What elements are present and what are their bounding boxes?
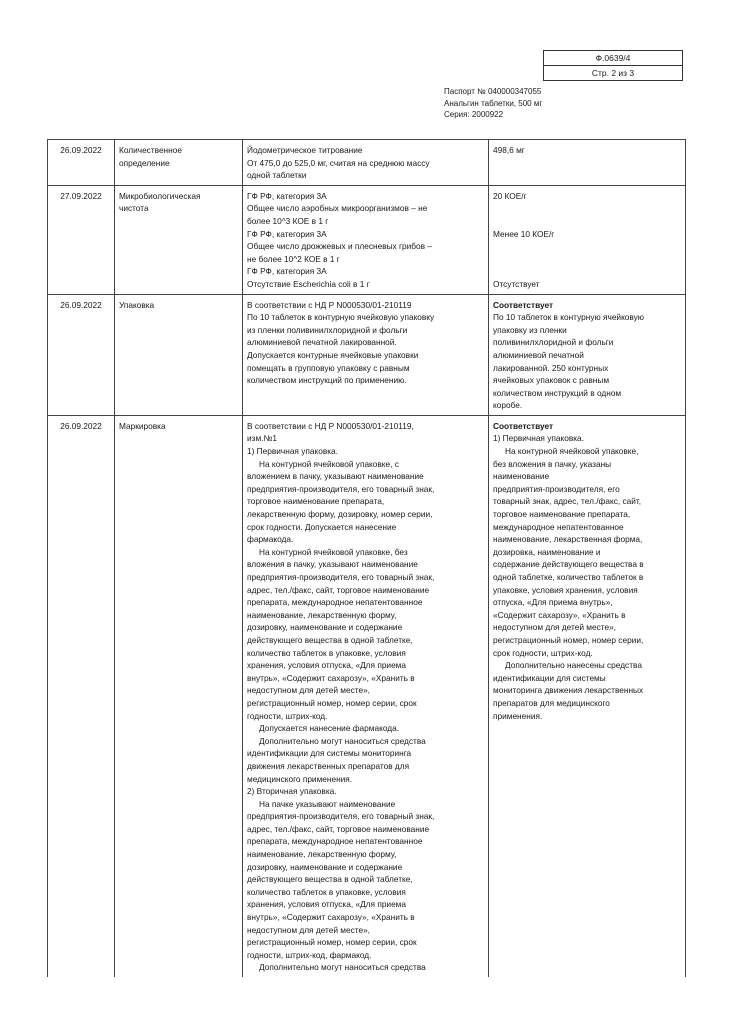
requirement-text: 2) Вторичная упаковка. [247, 786, 337, 797]
result-line [493, 387, 681, 400]
requirement-text: недоступном для детей месте», [247, 924, 370, 935]
requirement-line [247, 228, 484, 241]
result-line [493, 311, 681, 324]
result-text: ячейковых упаковок с равным [493, 375, 610, 386]
requirement-cell [243, 140, 489, 186]
requirement-line [247, 202, 484, 215]
result-line [493, 621, 681, 634]
result-line [493, 684, 681, 697]
result-line [493, 202, 681, 215]
date-cell [48, 415, 115, 977]
requirement-text: срок годности. Допускается нанесение [247, 521, 397, 532]
requirement-text: количество таблеток в упаковке, условия [247, 647, 406, 658]
indicator-cell [115, 185, 243, 294]
requirement-line [247, 735, 484, 748]
requirement-line [247, 672, 484, 685]
result-line [493, 609, 681, 622]
date-text: 26.09.2022 [60, 420, 102, 431]
requirement-line [247, 253, 484, 266]
requirement-text: медицинского применения. [247, 773, 353, 784]
result-line [493, 458, 681, 471]
result-line [493, 697, 681, 710]
result-text: торговое наименование препарата, [493, 509, 631, 520]
requirement-text: внутрь», «Содержит сахарозу», «Хранить в [247, 672, 415, 683]
result-line [493, 324, 681, 337]
requirement-text: изм.№1 [247, 433, 277, 444]
requirement-text: вложения в пачку, указывают наименование [247, 559, 418, 570]
requirement-text: вложением в пачку, указывают наименование [247, 471, 424, 482]
requirement-text: ГФ РФ, категория 3А [247, 266, 327, 277]
requirement-text: помещать в групповую упаковку с равным [247, 362, 410, 373]
requirement-line [247, 924, 484, 937]
requirement-line [247, 299, 484, 312]
requirement-text: наименование, лекарственную форму, [247, 849, 397, 860]
requirement-text: Общее число дрожжевых и плесневых грибов – [247, 241, 432, 252]
requirement-text: Йодометрическое титрование [247, 145, 363, 155]
requirement-line [247, 349, 484, 362]
result-text: 20 КОЕ/г [493, 190, 527, 201]
date-text: 27.09.2022 [60, 190, 102, 201]
requirement-text: препарата, международное непатентованное [247, 597, 423, 608]
requirement-text: идентификации для системы мониторинга [247, 748, 412, 759]
result-text: 1) Первичная упаковка. [493, 433, 584, 444]
requirement-line [247, 362, 484, 375]
requirement-text: В соответствии с НД Р N000530/01-210119, [247, 420, 414, 431]
indicator-text: чистота [119, 203, 149, 214]
result-text: международное непатентованное [493, 521, 624, 532]
series-number: Серия: 2000922 [444, 110, 504, 119]
indicator-line [119, 144, 238, 157]
result-text: Соответствует [493, 420, 554, 431]
requirement-text: годности, штрих-код, фармакод. [247, 949, 372, 960]
result-text: «Содержит сахарозу», «Хранить в [493, 609, 626, 620]
requirement-line [247, 961, 484, 974]
result-line [493, 432, 681, 445]
results-table [47, 139, 686, 977]
result-text: мониторинга движения лекарственных [493, 685, 644, 696]
requirement-text: предприятия-производителя, его товарный знак, [247, 811, 435, 822]
requirement-line [247, 898, 484, 911]
requirement-text: более 10^3 КОЕ в 1 г [247, 215, 329, 226]
result-line [493, 596, 681, 609]
requirement-text: Дополнительно могут наноситься средства [259, 735, 426, 746]
requirement-line [247, 265, 484, 278]
requirement-line [247, 647, 484, 660]
requirement-line [247, 659, 484, 672]
result-text: По 10 таблеток в контурную ячейковую [493, 312, 645, 323]
requirement-line [247, 311, 484, 324]
result-line [493, 495, 681, 508]
requirement-line [247, 215, 484, 228]
table-row [48, 294, 686, 415]
requirement-line [247, 190, 484, 203]
requirement-text: препарата, международное непатентованное [247, 836, 423, 847]
requirement-line [247, 823, 484, 836]
requirement-text: регистрационный номер, номер серии, срок [247, 937, 417, 948]
result-line [493, 215, 681, 228]
requirement-line [247, 785, 484, 798]
requirement-line [247, 596, 484, 609]
requirement-line [247, 634, 484, 647]
requirement-line [247, 886, 484, 899]
table-row [48, 185, 686, 294]
result-text: наименование, лекарственная форма, [493, 534, 643, 545]
indicator-text: Микробиологическая [119, 190, 201, 201]
result-line [493, 508, 681, 521]
result-line [493, 521, 681, 534]
requirement-line [247, 470, 484, 483]
requirement-line [247, 336, 484, 349]
requirement-cell [243, 415, 489, 977]
result-text: упаковке, условия хранения, условия [493, 584, 638, 595]
indicator-text: определение [119, 157, 170, 168]
requirement-line [247, 278, 484, 291]
requirement-text: Дополнительно могут наноситься средства [259, 962, 426, 973]
form-code: Ф.0639/4 [595, 53, 631, 63]
requirement-line [247, 420, 484, 433]
result-line [493, 647, 681, 660]
requirement-line [247, 558, 484, 571]
requirement-line [247, 848, 484, 861]
result-text: Менее 10 КОЕ/г [493, 228, 555, 239]
requirement-line [247, 873, 484, 886]
requirement-line [247, 722, 484, 735]
result-text: без вложения в пачку, указаны [493, 458, 612, 469]
requirement-text: действующего вещества в одной таблетке, [247, 634, 413, 645]
date-cell [48, 140, 115, 186]
requirement-line [247, 495, 484, 508]
requirement-text: По 10 таблеток в контурную ячейковую упаковку [247, 312, 435, 323]
indicator-line [119, 157, 238, 170]
requirement-text: движения лекарственных препаратов для [247, 760, 410, 771]
requirement-line [247, 621, 484, 634]
requirement-text: не более 10^2 КОЕ в 1 г [247, 253, 340, 264]
result-text: Отсутствует [493, 278, 540, 289]
requirement-text: количеством инструкций по применению. [247, 375, 407, 386]
result-line [493, 265, 681, 278]
result-text: 498,6 мг [493, 145, 525, 155]
result-line [493, 546, 681, 559]
result-line [493, 399, 681, 412]
result-text: упаковку из пленки [493, 324, 567, 335]
requirement-line [247, 773, 484, 786]
passport-number: Паспорт № 040000347055 [444, 87, 542, 96]
result-text: алюминиевой печатной [493, 349, 584, 360]
result-cell [489, 415, 686, 977]
requirement-text: дозировку, наименование и содержание [247, 622, 403, 633]
result-line [493, 533, 681, 546]
result-line [493, 362, 681, 375]
indicator-line [119, 420, 238, 433]
indicator-text: Количественное [119, 145, 182, 155]
requirement-line [247, 521, 484, 534]
requirement-line [247, 546, 484, 559]
result-line [493, 584, 681, 597]
requirement-line [247, 533, 484, 546]
requirement-text: ГФ РФ, категория 3А [247, 228, 327, 239]
table-row [48, 140, 686, 186]
requirement-text: лекарственную форму, дозировку, номер серии, [247, 509, 433, 520]
requirement-text: ГФ РФ, категория 3А [247, 190, 327, 201]
requirement-text: В соответствии с НД Р N000530/01-210119 [247, 299, 412, 310]
result-text: содержание действующего вещества в [493, 559, 644, 570]
result-text: отпуска, «Для приема внутрь», [493, 597, 613, 608]
result-text: идентификации для системы [493, 672, 606, 683]
requirement-text: внутрь», «Содержит сахарозу», «Хранить в [247, 912, 415, 923]
indicator-cell [115, 140, 243, 186]
result-text: недоступном для детей месте», [493, 622, 616, 633]
requirement-line [247, 432, 484, 445]
result-cell [489, 140, 686, 186]
product-name: Анальгин таблетки, 500 мг [444, 98, 543, 108]
indicator-text: Упаковка [119, 299, 155, 310]
requirement-line [247, 324, 484, 337]
requirement-line [247, 584, 484, 597]
result-text: Дополнительно нанесены средства [505, 660, 642, 671]
result-line [493, 349, 681, 362]
requirement-line [247, 936, 484, 949]
requirement-line [247, 240, 484, 253]
requirement-text: фармакода. [247, 534, 294, 545]
requirement-line [247, 810, 484, 823]
requirement-text: регистрационный номер, номер серии, срок [247, 697, 417, 708]
requirement-text: Допускается нанесение фармакода. [259, 723, 400, 734]
result-text: лакированной. 250 контурных [493, 362, 609, 373]
result-line [493, 228, 681, 241]
result-cell [489, 294, 686, 415]
result-cell [489, 185, 686, 294]
requirement-line [247, 697, 484, 710]
result-line [493, 144, 681, 157]
requirement-line [247, 911, 484, 924]
requirement-line [247, 458, 484, 471]
requirement-line [247, 760, 484, 773]
result-line [493, 299, 681, 312]
result-line [493, 190, 681, 203]
result-line [493, 659, 681, 672]
requirement-line [247, 374, 484, 387]
requirement-line [247, 483, 484, 496]
result-text: дозировка, наименование и [493, 546, 601, 557]
date-cell [48, 185, 115, 294]
requirement-line [247, 949, 484, 962]
requirement-line [247, 571, 484, 584]
result-line [493, 420, 681, 433]
requirement-text: Общее число аэробных микроорганизмов – не [247, 203, 428, 214]
result-text: На контурной ячейковой упаковке, [505, 446, 639, 457]
requirement-line [247, 861, 484, 874]
passport-header [444, 86, 542, 121]
result-line [493, 278, 681, 291]
requirement-text: На пачке указывают наименование [259, 798, 396, 809]
form-code-box [543, 50, 683, 81]
result-line [493, 336, 681, 349]
result-text: регистрационный номер, номер серии, [493, 634, 644, 645]
requirement-line [247, 798, 484, 811]
requirement-text: хранения, условия отпуска, «Для приема [247, 660, 406, 671]
indicator-text: Маркировка [119, 420, 166, 431]
requirement-text: алюминиевой печатной лакированной. [247, 337, 397, 348]
requirement-text: Отсутствие Escherichia coli в 1 г [247, 278, 370, 289]
requirement-text: из пленки поливинилхлоридной и фольги [247, 324, 408, 335]
requirement-line [247, 508, 484, 521]
requirement-text: наименование, лекарственную форму, [247, 609, 397, 620]
requirement-cell [243, 294, 489, 415]
requirement-line [247, 157, 484, 170]
requirement-text: недоступном для детей месте», [247, 685, 370, 696]
result-line [493, 470, 681, 483]
indicator-line [119, 190, 238, 203]
requirement-text: На контурной ячейковой упаковке, без [259, 546, 408, 557]
requirement-line [247, 445, 484, 458]
result-line [493, 240, 681, 253]
requirement-text: количество таблеток в упаковке, условия [247, 886, 406, 897]
result-text: коробе. [493, 400, 523, 411]
requirement-line [247, 144, 484, 157]
requirement-cell [243, 185, 489, 294]
result-line [493, 374, 681, 387]
requirement-text: адрес, тел./факс, сайт, торговое наименование [247, 584, 430, 595]
result-text: наименование [493, 471, 550, 482]
result-text: Соответствует [493, 299, 554, 310]
indicator-line [119, 202, 238, 215]
result-text: применения. [493, 710, 543, 721]
table-row [48, 415, 686, 977]
requirement-line [247, 684, 484, 697]
result-line [493, 571, 681, 584]
requirement-text: На контурной ячейковой упаковке, с [259, 458, 399, 469]
date-text: 26.09.2022 [60, 299, 102, 310]
requirement-text: предприятия-производителя, его товарный знак, [247, 483, 435, 494]
page-number: Стр. 2 из 3 [544, 65, 682, 80]
result-line [493, 672, 681, 685]
requirement-text: одной таблетки [247, 170, 307, 181]
result-text: препаратов для медицинского [493, 697, 610, 708]
indicator-cell [115, 294, 243, 415]
result-text: поливинилхлоридной и фольги [493, 337, 614, 348]
requirement-text: годности, штрих-код. [247, 710, 328, 721]
requirement-text: предприятия-производителя, его товарный знак, [247, 572, 435, 582]
result-line [493, 483, 681, 496]
result-line [493, 253, 681, 266]
result-line [493, 445, 681, 458]
requirement-line [247, 747, 484, 760]
requirement-text: хранения, условия отпуска, «Для приема [247, 899, 406, 910]
requirement-line [247, 835, 484, 848]
requirement-text: дозировку, наименование и содержание [247, 861, 403, 872]
requirement-text: 1) Первичная упаковка. [247, 446, 338, 457]
requirement-line [247, 609, 484, 622]
date-text: 26.09.2022 [60, 145, 102, 155]
indicator-cell [115, 415, 243, 977]
requirement-text: От 475,0 до 525,0 мг, считая на среднюю массу [247, 157, 430, 168]
date-cell [48, 294, 115, 415]
requirement-text: торговое наименование препарата, [247, 496, 385, 507]
result-text: количеством инструкций в одном [493, 387, 622, 398]
result-line [493, 558, 681, 571]
requirement-text: адрес, тел./факс, сайт, торговое наименование [247, 823, 430, 834]
requirement-text: Допускается контурные ячейковые упаковки [247, 349, 419, 360]
requirement-line [247, 710, 484, 723]
result-text: товарный знак, адрес, тел./факс, сайт, [493, 496, 642, 507]
result-line [493, 710, 681, 723]
requirement-text: действующего вещества в одной таблетке, [247, 874, 413, 885]
indicator-line [119, 299, 238, 312]
result-line [493, 634, 681, 647]
result-text: срок годности, штрих-код. [493, 647, 593, 658]
result-text: одной таблетке, количество таблеток в [493, 572, 644, 582]
requirement-line [247, 169, 484, 182]
result-text: предприятия-производителя, его [493, 483, 620, 494]
